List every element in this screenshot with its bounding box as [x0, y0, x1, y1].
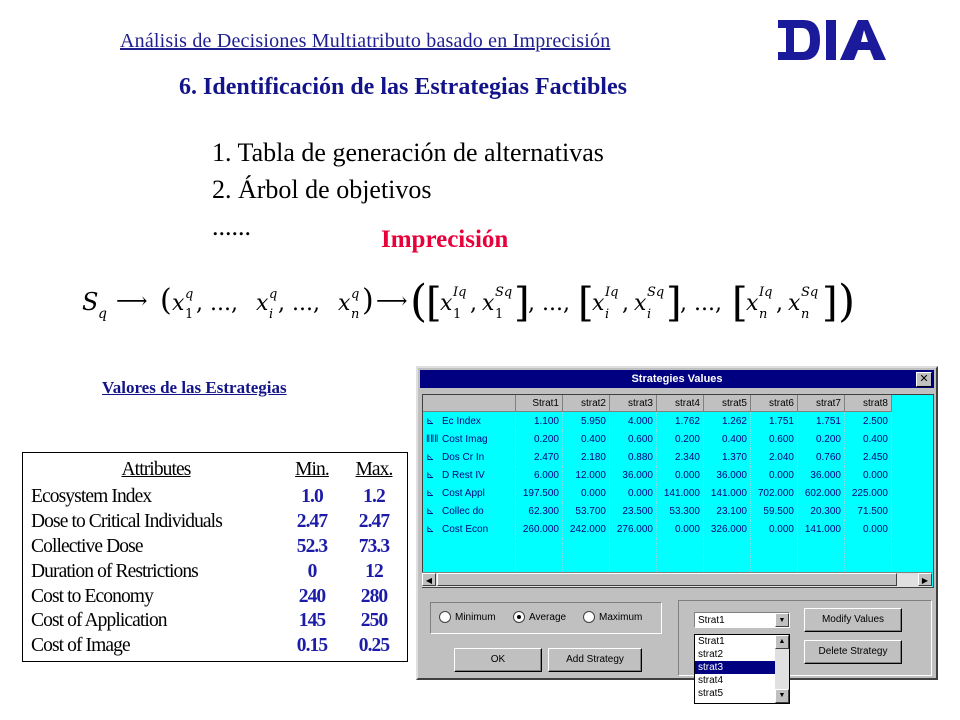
attribute-min: 0.15	[296, 635, 328, 657]
grid-row[interactable]	[423, 430, 892, 448]
grid-empty-cell	[845, 538, 892, 556]
grid-empty-cell	[657, 538, 704, 556]
svg-text:x: x	[788, 291, 801, 316]
grid-cell[interactable]: 0.200	[798, 430, 845, 448]
grid-cell[interactable]: 260.000	[516, 520, 563, 538]
svg-text:]: ]	[514, 280, 530, 326]
attribute-min: 0	[307, 560, 317, 582]
svg-text:): )	[838, 276, 856, 327]
modify-values-button[interactable]: Modify Values	[804, 608, 902, 632]
svg-text:x: x	[592, 291, 605, 316]
svg-text:n: n	[351, 307, 360, 322]
grid-cell[interactable]: 23.100	[704, 502, 751, 520]
radio-minimum[interactable]	[439, 611, 496, 623]
attribute-min: 145	[298, 610, 326, 632]
grid-row-header[interactable]	[423, 412, 516, 431]
grid-row-header[interactable]	[423, 502, 516, 520]
listbox-scrollbar[interactable]	[775, 635, 789, 703]
grid-cell[interactable]: 141.000	[798, 520, 845, 538]
grid-cell[interactable]: 0.400	[704, 430, 751, 448]
grid-cell[interactable]: 36.000	[704, 466, 751, 484]
table-row	[31, 584, 405, 609]
grid-cell[interactable]: 0.000	[610, 484, 657, 502]
radio-average[interactable]	[513, 611, 566, 623]
scroll-up-icon[interactable]: ▲	[775, 635, 789, 649]
scroll-right-icon[interactable]: ▶	[918, 573, 932, 586]
grid-cell[interactable]: 0.200	[516, 430, 563, 448]
svg-text:Iq: Iq	[453, 285, 467, 300]
grid-cell[interactable]: 242.000	[563, 520, 610, 538]
attributes-table	[31, 459, 405, 659]
grid-cell[interactable]: 36.000	[798, 466, 845, 484]
grid-cell[interactable]: 1.751	[798, 412, 845, 431]
list-item[interactable]: strat4	[698, 675, 724, 686]
grid-empty-cell	[423, 538, 516, 556]
scrollbar-thumb[interactable]	[437, 573, 897, 586]
horizontal-scrollbar[interactable]	[422, 572, 932, 587]
grid-column-header[interactable]: strat2	[563, 395, 610, 412]
grid-cell[interactable]: 141.000	[704, 484, 751, 502]
svg-text:]: ]	[666, 280, 682, 326]
svg-text:x: x	[634, 291, 647, 316]
attributes-header: Attributes	[121, 459, 191, 480]
grid-cell[interactable]: 0.400	[563, 430, 610, 448]
grid-cell[interactable]: 0.000	[657, 520, 704, 538]
strategies-grid[interactable]	[422, 394, 934, 588]
svg-text:q: q	[269, 287, 278, 302]
strategy-combo[interactable]	[694, 612, 790, 628]
radio-maximum-label: Maximum	[599, 611, 643, 623]
grid-empty-row	[423, 538, 892, 556]
svg-text:n: n	[759, 307, 768, 322]
grid-row-header[interactable]	[423, 520, 516, 538]
attribute-max: 12	[365, 560, 383, 582]
grid-cell[interactable]: 0.880	[610, 448, 657, 466]
scroll-down-icon[interactable]: ▼	[775, 689, 789, 703]
values-title: Valores de las Estrategias	[102, 378, 287, 397]
svg-text:x: x	[440, 291, 453, 316]
svg-text:,: ,	[776, 291, 783, 316]
radio-maximum[interactable]	[583, 611, 642, 623]
grid-row[interactable]	[423, 466, 892, 484]
attribute-min: 52.3	[296, 535, 328, 557]
attribute-min: 1.0	[301, 486, 323, 508]
tree-icon: ⊾	[426, 505, 435, 517]
grid-row-header[interactable]	[423, 448, 516, 466]
svg-text:Iq: Iq	[759, 285, 773, 300]
grid-row[interactable]	[423, 520, 892, 538]
svg-text:x: x	[256, 291, 269, 316]
grid-cell[interactable]: 2.470	[516, 448, 563, 466]
window-title: Strategies Values	[631, 373, 723, 385]
grid-column-header[interactable]: strat3	[610, 395, 657, 412]
svg-text:, ...,: , ...,	[528, 291, 570, 316]
grid-cell[interactable]: 141.000	[657, 484, 704, 502]
grid-row-label: Ec Index	[442, 415, 481, 427]
grid-cell[interactable]: 1.262	[704, 412, 751, 431]
grid-cell[interactable]: 0.000	[845, 466, 892, 484]
scroll-left-icon[interactable]: ◀	[422, 573, 436, 586]
grid-cell[interactable]: 6.000	[516, 466, 563, 484]
list-item[interactable]: strat5	[698, 688, 724, 699]
add-strategy-button[interactable]: Add Strategy	[548, 648, 642, 672]
svg-text:x: x	[172, 291, 185, 316]
equalizer-icon: ǁǁǁ	[426, 433, 439, 445]
attribute-name: Duration of Restrictions	[31, 560, 198, 582]
svg-text:]: ]	[822, 280, 838, 326]
svg-text:,: ,	[470, 291, 477, 316]
grid-cell[interactable]: 326.000	[704, 520, 751, 538]
imprecision-label: Imprecisión	[381, 226, 509, 253]
table-row	[31, 609, 405, 634]
attribute-max: 73.3	[358, 535, 390, 557]
grid-cell[interactable]: 0.000	[751, 466, 798, 484]
svg-text:i: i	[605, 307, 610, 322]
grid-cell[interactable]: 197.500	[516, 484, 563, 502]
svg-text:q: q	[98, 306, 107, 322]
grid-cell[interactable]: 0.000	[751, 520, 798, 538]
grid-row[interactable]	[423, 484, 892, 502]
tree-icon: ⊾	[426, 451, 435, 463]
grid-cell[interactable]: 36.000	[610, 466, 657, 484]
grid-cell[interactable]: 602.000	[798, 484, 845, 502]
list-item[interactable]: Strat1	[698, 636, 725, 647]
svg-text:,: ,	[622, 291, 629, 316]
svg-text:[: [	[426, 280, 442, 326]
svg-text:(: (	[160, 283, 172, 318]
table-row	[31, 559, 405, 584]
grid-cell[interactable]: 0.600	[610, 430, 657, 448]
svg-text:1: 1	[495, 307, 504, 322]
grid-row-label: Cost Econ	[442, 523, 489, 535]
attribute-name: Cost of Application	[31, 610, 167, 632]
grid-cell[interactable]: 2.500	[845, 412, 892, 431]
radio-minimum-icon[interactable]	[439, 611, 451, 623]
grid-cell[interactable]: 225.000	[845, 484, 892, 502]
attribute-min: 240	[298, 585, 326, 607]
grid-cell[interactable]: 20.300	[798, 502, 845, 520]
strategy-combo-value: Strat1	[698, 615, 725, 626]
attribute-name: Cost of Image	[31, 635, 130, 657]
grid-row-label: Collec do	[442, 505, 484, 517]
list-item[interactable]: strat2	[698, 649, 724, 660]
svg-text:i: i	[269, 307, 274, 322]
grid-empty-cell	[610, 538, 657, 556]
table-row	[31, 510, 405, 535]
svg-text:, ...,: , ...,	[196, 291, 238, 316]
grid-row-header[interactable]	[423, 466, 516, 484]
list-item: ......	[212, 212, 251, 241]
attribute-max: 280	[360, 585, 388, 607]
table-row	[31, 634, 405, 659]
grid-cell[interactable]: 2.340	[657, 448, 704, 466]
grid-cell[interactable]: 1.751	[751, 412, 798, 431]
grid-row-label: Cost Appl	[442, 487, 485, 499]
radio-average-label: Average	[529, 611, 567, 623]
grid-row[interactable]	[423, 448, 892, 466]
radio-minimum-label: Minimum	[455, 611, 496, 623]
attribute-max: 250	[360, 610, 388, 632]
grid-cell[interactable]: 1.100	[516, 412, 563, 431]
svg-text:q: q	[351, 287, 360, 302]
list-item[interactable]: strat3	[695, 661, 789, 674]
svg-text:x: x	[338, 291, 351, 316]
grid-cell[interactable]: 276.000	[610, 520, 657, 538]
grid-cell[interactable]: 0.000	[845, 520, 892, 538]
min-header: Min.	[295, 459, 329, 480]
grid-empty-cell	[516, 538, 563, 556]
svg-text:[: [	[732, 280, 748, 326]
dia-logo	[776, 14, 888, 66]
attribute-max: 1.2	[363, 486, 385, 508]
grid-cell[interactable]: 0.760	[798, 448, 845, 466]
grid-cell[interactable]: 1.370	[704, 448, 751, 466]
grid-cell[interactable]: 2.450	[845, 448, 892, 466]
svg-text:Sq: Sq	[495, 285, 513, 300]
grid-cell[interactable]: 71.500	[845, 502, 892, 520]
grid-cell[interactable]: 0.000	[563, 484, 610, 502]
slide-subtitle: Análisis de Decisiones Multiatributo basado en Imprecisión	[120, 30, 611, 52]
svg-text:, ...,: , ...,	[680, 291, 722, 316]
grid-cell[interactable]: 5.950	[563, 412, 610, 431]
combo-dropdown-icon[interactable]: ▼	[775, 613, 789, 627]
slide-title: 6. Identificación de las Estrategias Factibles	[179, 74, 627, 100]
table-row	[31, 485, 405, 510]
attribute-name: Cost to Economy	[31, 585, 153, 607]
svg-text:x: x	[746, 291, 759, 316]
tree-icon: ⊾	[426, 469, 435, 481]
max-header: Max.	[355, 459, 393, 480]
window-titlebar[interactable]	[420, 370, 934, 388]
grid-cell[interactable]: 53.300	[657, 502, 704, 520]
svg-text:q: q	[185, 287, 194, 302]
strategy-listbox[interactable]	[694, 634, 790, 704]
grid-corner	[423, 395, 516, 412]
attribute-max: 2.47	[358, 511, 390, 533]
grid-column-header[interactable]: strat4	[657, 395, 704, 412]
attribute-name: Dose to Critical Individuals	[31, 511, 222, 533]
grid-cell[interactable]: 702.000	[751, 484, 798, 502]
grid-row[interactable]	[423, 412, 892, 431]
grid-cell[interactable]: 4.000	[610, 412, 657, 431]
svg-text:1: 1	[185, 307, 194, 322]
svg-text:Sq: Sq	[647, 285, 665, 300]
strategy-formula	[76, 272, 876, 336]
radio-average-icon[interactable]	[513, 611, 525, 623]
grid-cell[interactable]: 0.000	[657, 466, 704, 484]
svg-text:Iq: Iq	[605, 285, 619, 300]
close-icon[interactable]: ✕	[916, 372, 932, 387]
svg-text:x: x	[482, 291, 495, 316]
svg-text:1: 1	[453, 307, 462, 322]
attribute-max: 0.25	[358, 635, 390, 657]
value-mode-group	[430, 602, 662, 634]
radio-maximum-icon[interactable]	[583, 611, 595, 623]
grid-empty-cell	[798, 538, 845, 556]
grid-row-label: D Rest IV	[442, 469, 485, 481]
grid-cell[interactable]: 23.500	[610, 502, 657, 520]
tree-icon: ⊾	[426, 487, 435, 499]
attribute-name: Collective Dose	[31, 535, 143, 557]
grid-cell[interactable]: 12.000	[563, 466, 610, 484]
ok-button[interactable]: OK	[454, 648, 542, 672]
grid-cell[interactable]: 0.600	[751, 430, 798, 448]
strategies-values-window	[416, 366, 938, 699]
tree-icon: ⊾	[426, 523, 435, 535]
grid-column-header[interactable]: Strat1	[516, 395, 563, 412]
grid-cell[interactable]: 2.040	[751, 448, 798, 466]
svg-text:[: [	[578, 280, 594, 326]
svg-text:⟶: ⟶	[376, 289, 408, 314]
svg-text:n: n	[801, 307, 810, 322]
attribute-min: 2.47	[296, 511, 328, 533]
grid-row-header[interactable]	[423, 484, 516, 502]
values-grid-table	[423, 395, 892, 574]
grid-row-label: Cost Imag	[442, 433, 488, 445]
grid-column-header[interactable]: strat7	[798, 395, 845, 412]
grid-column-header[interactable]: strat8	[845, 395, 892, 412]
grid-empty-cell	[563, 538, 610, 556]
grid-cell[interactable]: 0.400	[845, 430, 892, 448]
grid-row[interactable]	[423, 502, 892, 520]
svg-text:): )	[362, 283, 374, 318]
svg-text:i: i	[647, 307, 652, 322]
grid-column-header[interactable]: strat5	[704, 395, 751, 412]
grid-cell[interactable]: 2.180	[563, 448, 610, 466]
svg-text:⟶: ⟶	[116, 289, 148, 314]
grid-cell[interactable]: 1.762	[657, 412, 704, 431]
grid-cell[interactable]: 0.200	[657, 430, 704, 448]
svg-text:(: (	[410, 276, 428, 327]
grid-row-label: Dos Cr In	[442, 451, 485, 463]
list-item: 2. Árbol de objetivos	[212, 175, 432, 204]
tree-icon: ⊾	[426, 415, 435, 427]
grid-cell[interactable]: 62.300	[516, 502, 563, 520]
delete-strategy-button[interactable]: Delete Strategy	[804, 640, 902, 664]
grid-column-header[interactable]: strat6	[751, 395, 798, 412]
list-item: 1. Tabla de generación de alternativas	[212, 138, 604, 167]
attribute-name: Ecosystem Index	[31, 486, 152, 508]
svg-text:S: S	[82, 288, 99, 316]
grid-cell[interactable]: 53.700	[563, 502, 610, 520]
grid-empty-cell	[704, 538, 751, 556]
grid-cell[interactable]: 59.500	[751, 502, 798, 520]
svg-text:Sq: Sq	[801, 285, 819, 300]
table-row	[31, 535, 405, 560]
grid-row-header[interactable]	[423, 430, 516, 448]
svg-text:, ...,: , ...,	[278, 291, 320, 316]
grid-empty-cell	[751, 538, 798, 556]
attributes-panel	[22, 452, 408, 662]
